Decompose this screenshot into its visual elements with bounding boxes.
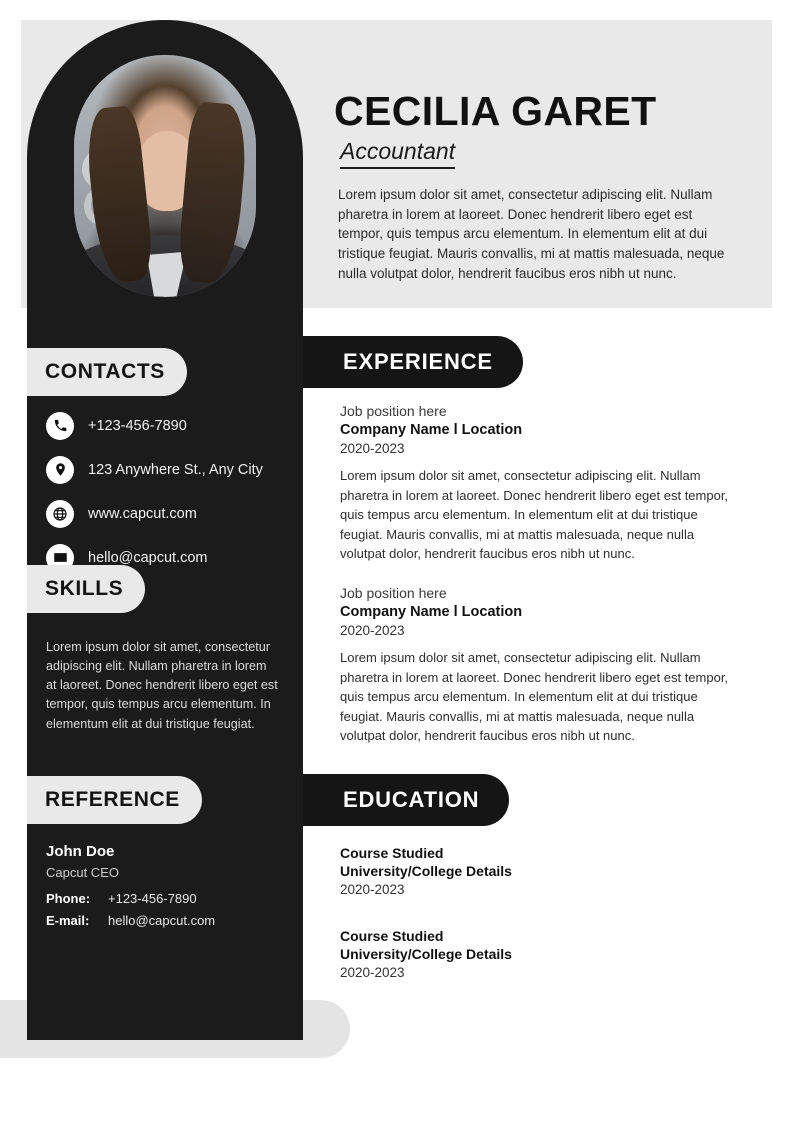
reference-phone-label: Phone: [46, 891, 91, 906]
contact-address-text: 123 Anywhere St., Any City [88, 461, 263, 478]
contact-phone-text: +123-456-7890 [88, 417, 187, 434]
contact-website-text: www.capcut.com [88, 505, 197, 522]
reference-block [46, 843, 286, 935]
profile-summary: Lorem ipsum dolor sit amet, consectetur adipiscing elit. Nullam pharetra in lorem at laoreet. Donec hendrerit libero eget est tempor, quis tempus arcu elementum. In elementum elit at dui tristique feugiat. Mauris convallis, mi at mattis malesuada, neque nulla volutpat dolor, hendrerit faucibus eros nibh ut nunc. [338, 187, 725, 281]
reference-email-value: hello@capcut.com [108, 913, 216, 928]
globe-icon [46, 500, 74, 528]
phone-icon [46, 412, 74, 440]
experience-heading [303, 336, 523, 388]
contact-website[interactable] [46, 496, 296, 531]
contact-phone[interactable] [46, 408, 296, 443]
contacts-list [46, 408, 296, 584]
reference-email-label: E-mail: [46, 913, 90, 928]
experience-entry [340, 403, 736, 564]
experience-position: Job position here [340, 403, 447, 419]
contact-address[interactable] [46, 452, 296, 487]
experience-company: Company Name l Location [340, 604, 523, 620]
contacts-heading-label: CONTACTS [45, 360, 165, 383]
experience-description: Lorem ipsum dolor sit amet, consectetur adipiscing elit. Nullam pharetra in lorem at laoreet. Donec hendrerit libero eget est tempor, quis tempus arcu elementum. In elementum elit at dui tristique feugiat. Mauris convallis, mi at mattis malesuada, neque nulla volutpat dolor, hendrerit faucibus eros nibh ut nunc. [340, 468, 729, 561]
experience-company: Company Name l Location [340, 422, 523, 438]
experience-heading-label: EXPERIENCE [343, 349, 493, 374]
contacts-heading [27, 348, 187, 396]
skills-body: Lorem ipsum dolor sit amet, consectetur adipiscing elit. Nullam pharetra in lorem at laoreet. Donec hendrerit libero eget est tempor, quis tempus arcu elementum. In elementum elit at dui tristique feugiat. [46, 640, 278, 731]
experience-dates: 2020-2023 [340, 623, 405, 638]
skills-heading [27, 565, 145, 613]
page-title: CECILIA GARET [334, 88, 657, 134]
reference-role: Capcut CEO [46, 865, 119, 880]
education-school: University/College Details [340, 946, 512, 962]
location-pin-icon [46, 456, 74, 484]
education-heading-label: EDUCATION [343, 787, 480, 812]
skills-heading-label: SKILLS [45, 577, 124, 600]
reference-heading [27, 776, 202, 824]
experience-entry [340, 585, 736, 746]
education-dates: 2020-2023 [340, 882, 405, 897]
education-entry [340, 928, 736, 980]
profile-photo-image [74, 55, 256, 297]
experience-description: Lorem ipsum dolor sit amet, consectetur adipiscing elit. Nullam pharetra in lorem at laoreet. Donec hendrerit libero eget est tempor, quis tempus arcu elementum. In elementum elit at dui tristique feugiat. Mauris convallis, mi at mattis malesuada, neque nulla volutpat dolor, hendrerit faucibus eros nibh ut nunc. [340, 650, 729, 743]
contact-email-text: hello@capcut.com [88, 549, 208, 566]
education-course: Course Studied [340, 845, 444, 861]
education-heading [303, 774, 509, 826]
education-dates: 2020-2023 [340, 965, 405, 980]
profile-photo [74, 55, 256, 297]
experience-dates: 2020-2023 [340, 441, 405, 456]
education-course: Course Studied [340, 928, 444, 944]
reference-email-row [46, 913, 286, 928]
education-school: University/College Details [340, 863, 512, 879]
reference-phone-row [46, 891, 286, 906]
reference-heading-label: REFERENCE [45, 788, 180, 811]
education-entry [340, 845, 736, 897]
reference-name: John Doe [46, 843, 115, 860]
experience-position: Job position here [340, 585, 447, 601]
job-role: Accountant [340, 138, 455, 169]
reference-phone-value: +123-456-7890 [108, 891, 197, 906]
